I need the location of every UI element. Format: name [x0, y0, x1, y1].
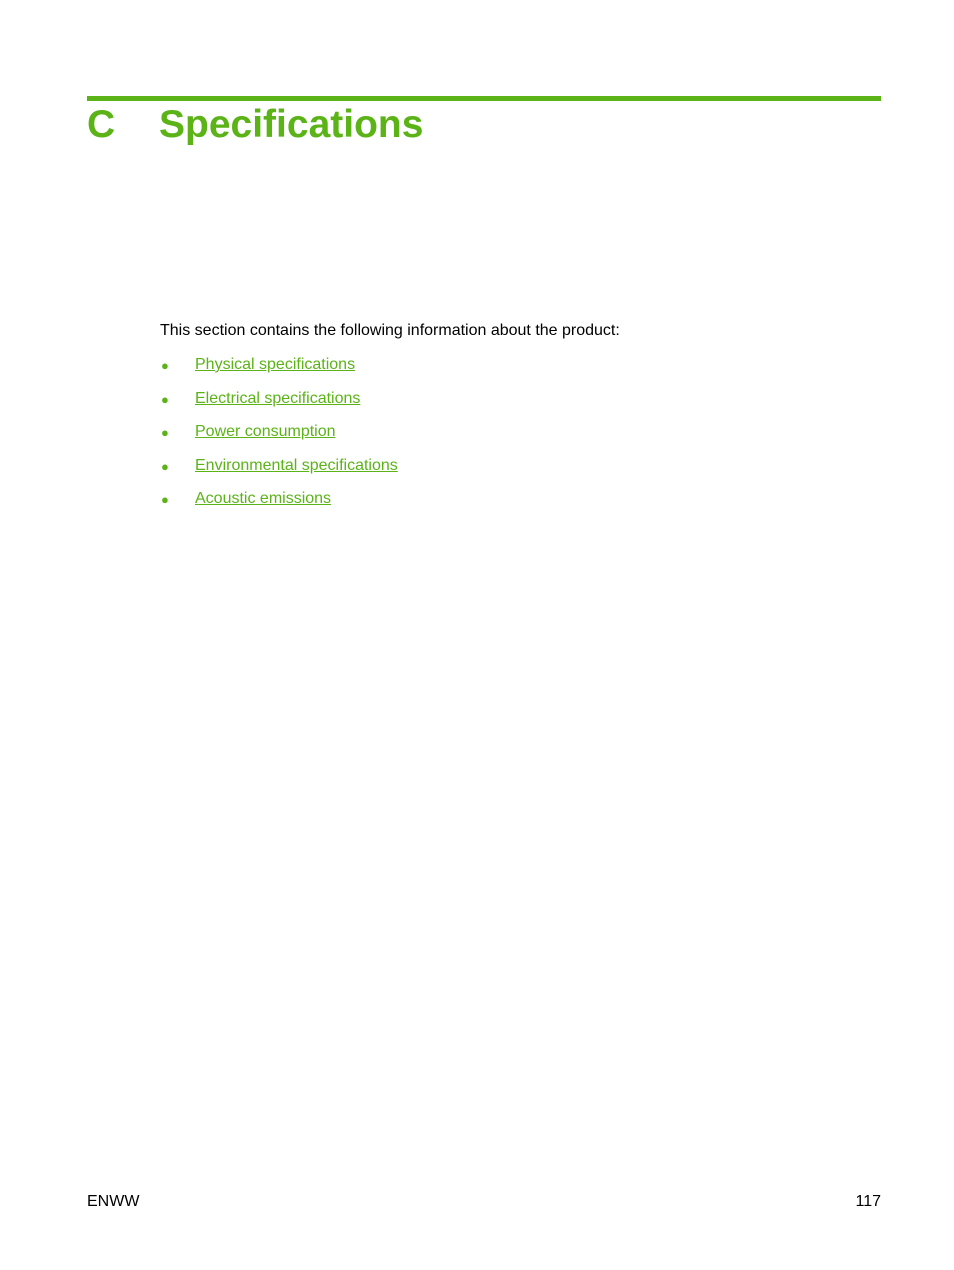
bullet-icon: ●: [161, 458, 169, 474]
link-physical-specifications[interactable]: Physical specifications: [195, 356, 356, 373]
chapter-title: Specifications: [159, 103, 424, 146]
intro-text: This section contains the following information about the product:: [160, 322, 620, 339]
bullet-icon: ●: [161, 391, 169, 407]
bullet-icon: ●: [161, 492, 169, 507]
chapter-heading: [87, 100, 881, 150]
chapter-letter: C: [87, 103, 116, 146]
footer-left-text: ENWW: [87, 1193, 140, 1210]
link-power-consumption[interactable]: Power consumption: [195, 423, 336, 440]
page-number: 117: [855, 1193, 881, 1210]
bullet-icon: ●: [161, 358, 169, 373]
link-electrical-specifications[interactable]: Electrical specifications: [195, 389, 361, 407]
link-environmental-specifications[interactable]: Environmental specifications: [195, 456, 398, 474]
bullet-icon: ●: [161, 425, 169, 440]
link-acoustic-emissions[interactable]: Acoustic emissions: [195, 490, 332, 507]
